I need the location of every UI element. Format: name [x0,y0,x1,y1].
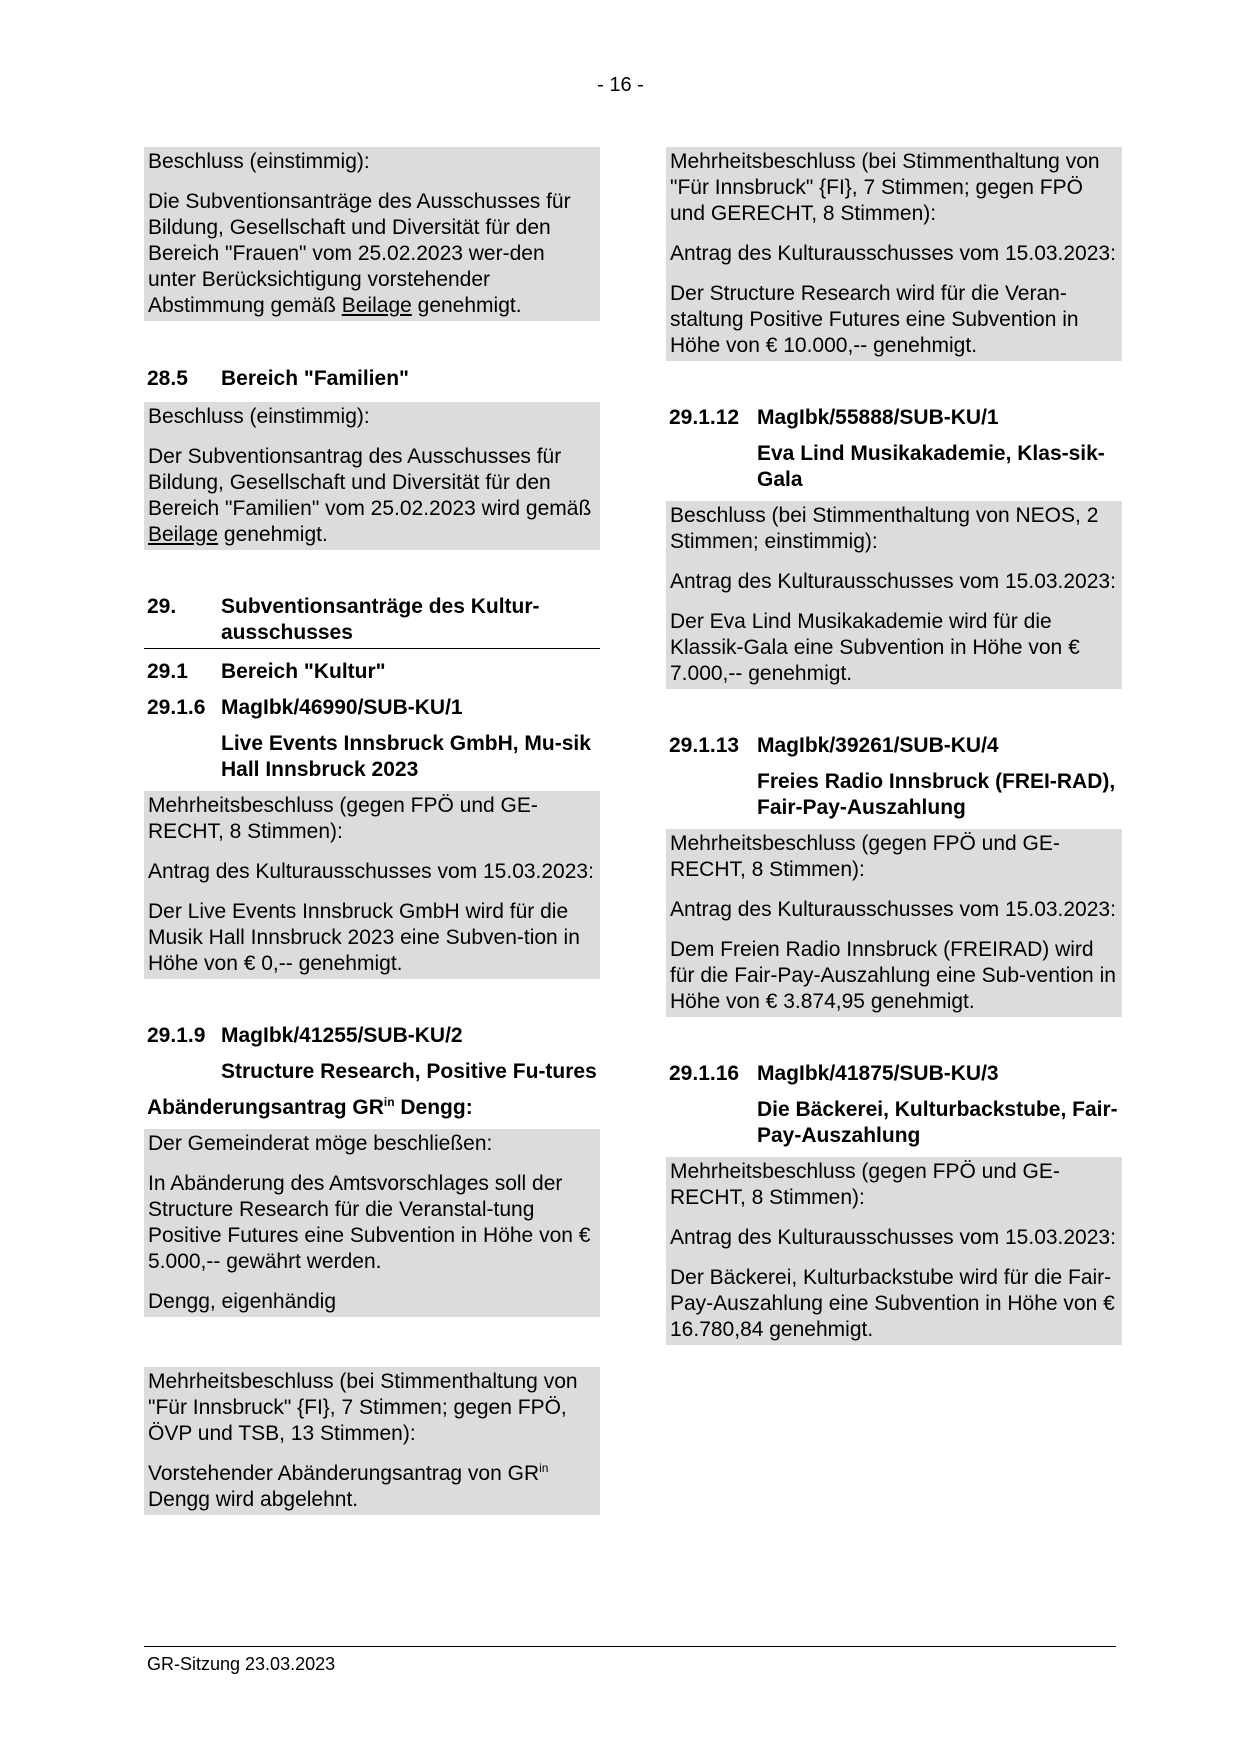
decision-block [144,147,600,321]
decision-block: Mehrheitsbeschluss (bei Stimmenthaltung von "Für Innsbruck" {FI}, 7 Stimmen; gegen FPÖ und GERECHT, 8 Stimmen): Antrag des Kulturausschusses vom 15.03.2023: Der Structure Research wird für die Veran-staltung Positive Futures eine Subvention in Höhe von € 10.000,-- genehmigt. [666,147,1122,361]
section-subtitle: Eva Lind Musikakademie, Klas-sik-Gala [757,442,1105,491]
amendment-heading: Abänderungsantrag $GR^{in}$ Dengg: [147,1095,473,1119]
beilage-link[interactable]: Beilage [341,294,412,317]
section-subtitle: Live Events Innsbruck GmbH, Mu-sik Hall Innsbruck 2023 [221,732,591,781]
decision-block: Beschluss (bei Stimmenthaltung von NEOS, 2 Stimmen; einstimmig): Antrag des Kulturausschusses vom 15.03.2023: Der Eva Lind Musikakademie wird für die Klassik-Gala eine Subvention in Höhe von € 7.000,-- genehmigt. [666,501,1122,689]
beilage-link[interactable]: Beilage [148,523,219,546]
footer-text: GR-Sitzung 23.03.2023 [147,1654,336,1674]
section-heading: 29.1 Bereich "Kultur" [147,660,386,683]
section-subtitle: Freies Radio Innsbruck (FREI-RAD), Fair-Pay-Auszahlung [757,770,1116,819]
decision-block: Mehrheitsbeschluss (gegen FPÖ und GE-RECHT, 8 Stimmen): Antrag des Kulturausschusses vom 15.03.2023: Der Live Events Innsbruck GmbH wird für die Musik Hall Innsbruck 2023 eine Subven-tion in Höhe von € 0,-- genehmigt. [144,791,600,979]
right-column [666,147,1122,1345]
decision-block: Beschluss (einstimmig): Der Subventionsantrag des Ausschusses für Bildung, Gesellschaft und Diversität für den Bereich "Familien" vom 25.02.2023 wird gemäß Beilage genehmigt. [144,402,600,550]
footer-divider [144,1646,1116,1647]
section-heading: 28.5 Bereich "Familien" [147,367,409,390]
section-subtitle: Structure Research, Positive Fu-tures [221,1060,597,1083]
page-number: - 16 - [597,74,644,96]
amendment-block: Der Gemeinderat möge beschließen: In Abänderung des Amtsvorschlages soll der Structure Research für die Veranstal-tung Positive Futures eine Subvention in Höhe von € 5.000,-- gewährt werden. Dengg, eigenhändig [144,1129,600,1317]
section-heading: 29.1.13 MagIbk/39261/SUB-KU/4 [669,734,999,757]
section-heading: 29.1.16 MagIbk/41875/SUB-KU/3 [669,1062,999,1085]
section-heading: 29.1.9 MagIbk/41255/SUB-KU/2 [147,1024,463,1047]
section-subtitle: Die Bäckerei, Kulturbackstube, Fair-Pay-Auszahlung [757,1098,1118,1147]
decision-block: Mehrheitsbeschluss (bei Stimmenthaltung von "Für Innsbruck" {FI}, 7 Stimmen; gegen FPÖ, ÖVP und TSB, 13 Stimmen): Vorstehender Abänderungsantrag von $GR^{in}$ Dengg wird abgelehnt. [144,1367,600,1515]
decision-block: Mehrheitsbeschluss (gegen FPÖ und GE-RECHT, 8 Stimmen): Antrag des Kulturausschusses vom 15.03.2023: Dem Freien Radio Innsbruck (FREIRAD) wird für die Fair-Pay-Auszahlung eine Sub-vention in Höhe von € 3.874,95 genehmigt. [666,829,1122,1017]
left-column [144,147,600,1515]
decision-label: Beschluss (einstimmig): [148,150,370,173]
section-heading: 29.1.12 MagIbk/55888/SUB-KU/1 [669,406,999,429]
decision-block: Mehrheitsbeschluss (gegen FPÖ und GE-RECHT, 8 Stimmen): Antrag des Kulturausschusses vom 15.03.2023: Der Bäckerei, Kulturbackstube wird für die Fair-Pay-Auszahlung eine Subvention in Höhe von € 16.780,84 genehmigt. [666,1157,1122,1345]
section-heading: 29. Subventionsanträge des Kultur-ausschusses [144,594,600,649]
decision-text: Die Subventionsanträge des Ausschusses für Bildung, Gesellschaft und Diversität für den Bereich "Frauen" vom 25.02.2023 wer-den unter Berücksichtigung vorstehender Abstimmung gemäß Beilage genehmigt. [148,190,571,317]
section-heading: 29.1.6 MagIbk/46990/SUB-KU/1 [147,696,463,719]
